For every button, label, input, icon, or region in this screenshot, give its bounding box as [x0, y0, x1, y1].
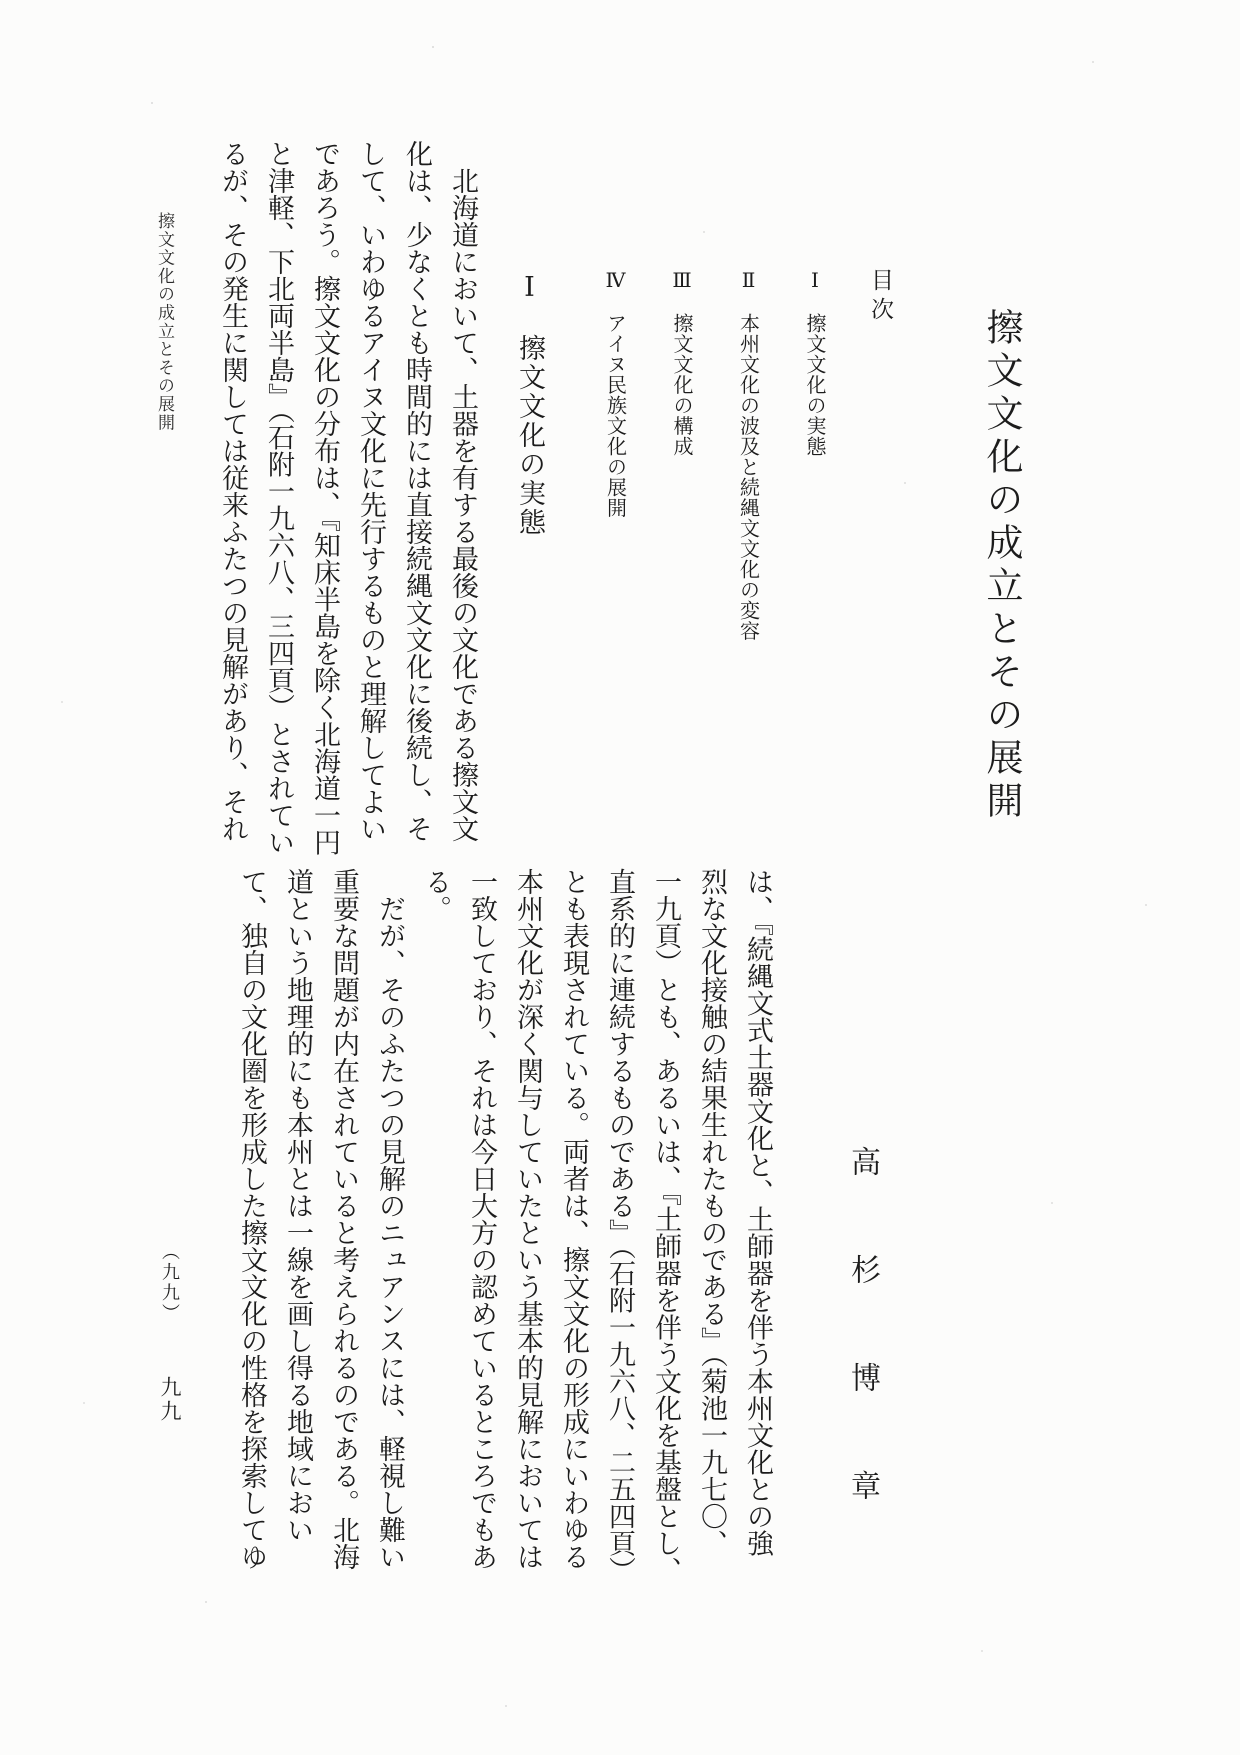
text-column: と津軽、下北両半島』（石附一九六八、三四頁）とされてい [263, 140, 294, 856]
article-title: 擦文文化の成立とその展開 [980, 308, 1023, 824]
toc-item-3: Ⅲ 擦文文化の構成 [670, 268, 694, 457]
page-number: 九九 [158, 1376, 182, 1424]
toc-item-4: Ⅳ アイヌ民族文化の展開 [603, 268, 628, 518]
author-name: 高杉博章 [845, 1146, 880, 1578]
text-column: して、いわゆるアイヌ文化に先行するものと理解してよい [355, 140, 386, 842]
text-column: 烈な文化接触の結果生れたものである』（菊池一九七〇、 [696, 868, 727, 1557]
text-column: る。 [420, 868, 451, 922]
text-column: 一致しており、それは今日大方の認めているところでもあ [466, 868, 497, 1570]
text-column: 北海道において、土器を有する最後の文化である擦文文 [447, 140, 478, 842]
text-column: であろう。擦文文化の分布は、『知床半島を除く北海道一円 [309, 140, 340, 856]
toc-item-1: Ⅰ 擦文文化の実態 [803, 268, 827, 457]
text-column: 一九頁）とも、あるいは、『土師器を伴う文化を基盤とし、 [650, 868, 681, 1584]
section-heading: Ⅰ 擦文文化の実態 [514, 272, 545, 537]
text-column: だが、そのふたつの見解のニュアンスには、軽視し難い [374, 868, 405, 1570]
text-column: て、独自の文化圏を形成した擦文文化の性格を探索してゆ [236, 868, 267, 1570]
body-text-upper-band [209, 140, 485, 882]
table-of-contents [597, 268, 897, 688]
toc-header: 目次 [867, 268, 893, 326]
body-text-lower-band [228, 868, 780, 1610]
toc-item-2: Ⅱ 本州文化の波及と続縄文文化の変容 [736, 268, 761, 641]
text-column: とも表現されている。両者は、擦文文化の形成にいわゆる [558, 868, 589, 1570]
page-number-paren: （九九） [159, 1242, 180, 1324]
running-header: 擦文文化の成立とその展開 [154, 212, 174, 432]
text-column: 直系的に連続するものである』（石附一九六八、二五四頁） [604, 868, 635, 1584]
text-column: 道という地理的にも本州とは一線を画し得る地域におい [282, 868, 313, 1543]
text-column: 化は、少なくとも時間的には直接続縄文文化に後続し、そ [401, 140, 432, 842]
text-column: 本州文化が深く関与していたという基本的見解においては [512, 868, 543, 1570]
text-column: 重要な問題が内在されていると考えられるのである。北海 [328, 868, 359, 1570]
text-column: るが、その発生に関しては従来ふたつの見解があり、それ [217, 140, 248, 842]
text-column: は、『続縄文式土器文化と、土師器を伴う本州文化との強 [742, 868, 773, 1557]
